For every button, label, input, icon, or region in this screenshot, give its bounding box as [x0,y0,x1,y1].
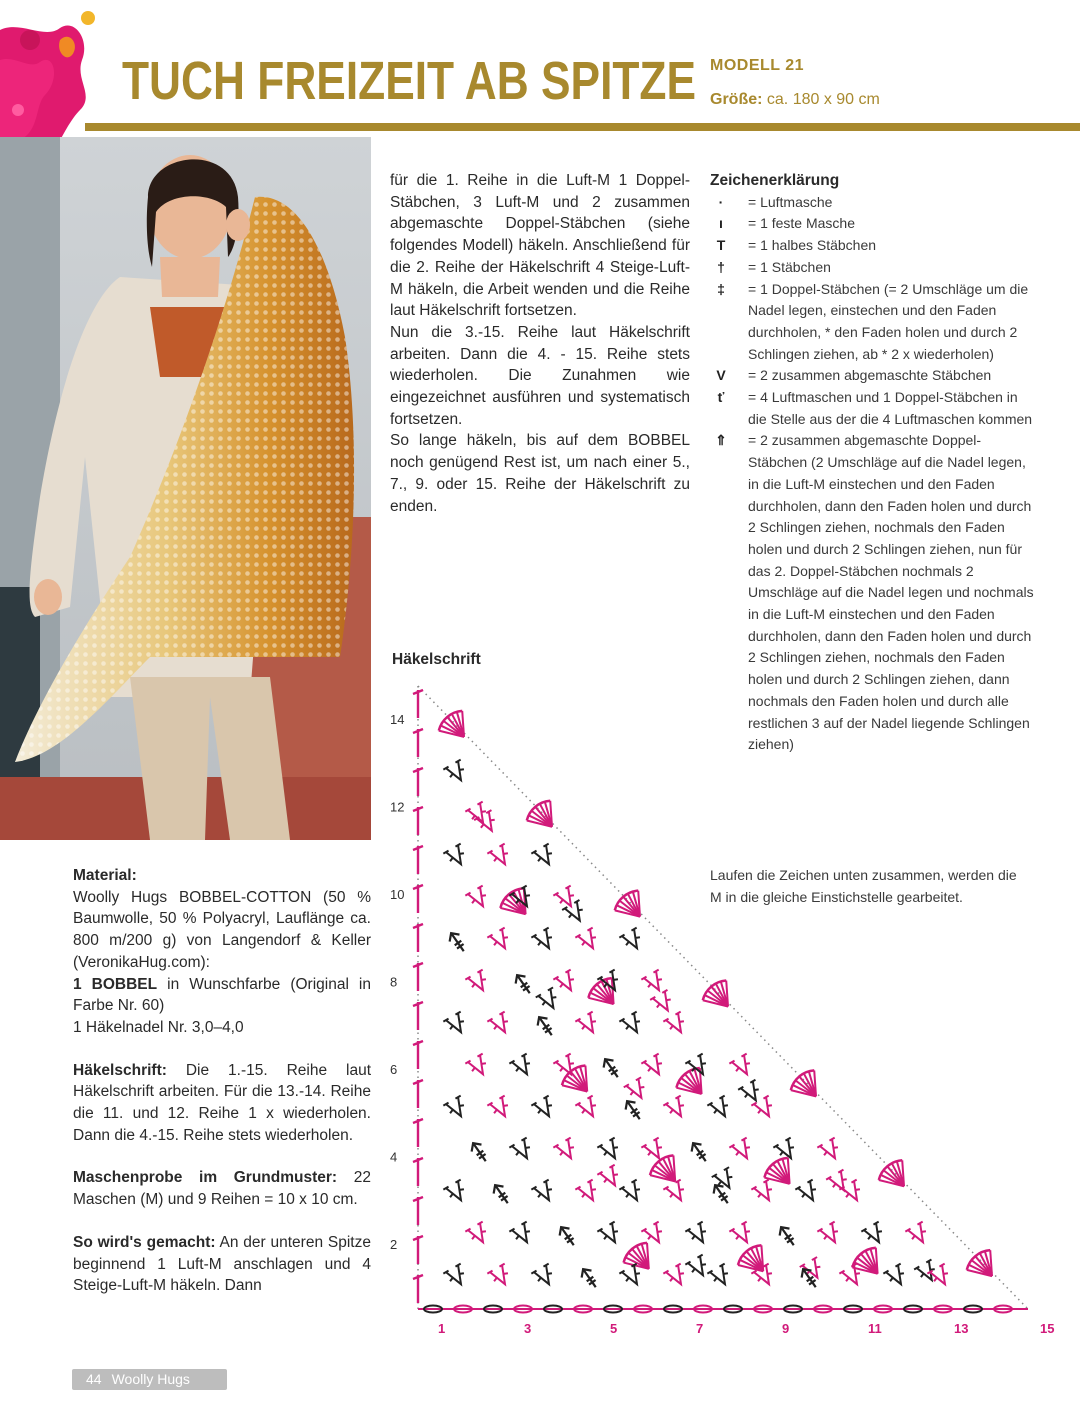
dc2tog-stitch-icon [685,1222,711,1248]
edge-treble-stitch [413,924,423,952]
column-label: 7 [696,1321,704,1336]
fan-stitch-icon [559,1062,599,1102]
legend-item [710,387,1040,430]
fan-stitch-icon [436,707,476,747]
legend-text: = 2 zusammen abgemaschte Doppel-Stäbchen (2 Umschläge auf die Nadel legen, in die Luft-M einstechen und den Faden durchholen, dann den Faden holen und durch 2 Schlingen ziehen, nochmals den Faden holen und durch 2 Schlingen ziehen, nun für das 2. Doppel-Stäbchen nochmals 2 Umschläge auf die Nadel legen und nochmals in die Luft-M einstechen und den Faden durchholen, dann den Faden holen und durch 2 Schlingen ziehen, nochmals den Faden holen und durch 2 Schlingen ziehen, dann nochmals den Faden holen und durch alle restlichen 3 auf der Nadel liegende Schlingen ziehen) [748,432,1034,753]
footer-brand: Woolly Hugs [111,1371,190,1387]
edge-treble-stitch [413,1080,423,1108]
dc2tog-stitch-icon [619,1180,645,1206]
legend-text: = 4 Luftmaschen und 1 Doppel-Stäbchen in die Stelle aus der die 4 Luftmaschen kommen [748,389,1033,427]
dc2tog-stitch-icon [729,1054,755,1080]
dc2tog-stitch-icon [738,1080,764,1106]
symbol-legend [710,170,1040,756]
dc2tog-stitch-icon [487,928,513,954]
chain-treble-icon: ť [717,389,725,406]
legend-item [710,279,1040,366]
diagram-note: Laufen die Zeichen unten zusammen, werden die M in die gleiche Einstichstelle gearbeitet. [710,867,1017,905]
page-number: 44 [86,1371,102,1387]
dc2tog-stitch-icon [663,1012,689,1038]
column-label: 1 [438,1321,446,1336]
half-double-crochet-icon: T [716,237,726,254]
dc2tog-stitch-icon [685,1054,711,1080]
legend-item [710,192,1040,214]
legend-item [710,213,1040,235]
dc2tog-stitch-icon [751,1180,777,1206]
material-bobbel: 1 BOBBEL [73,975,158,993]
tr2tog-stitch-icon [468,1140,490,1165]
row-label: 6 [390,1062,398,1077]
size-value: ca. 180 x 90 cm [762,91,880,108]
dc2tog-stitch-icon [443,1012,469,1038]
legend-text: = 1 feste Masche [748,215,856,232]
crochet-chart [378,676,1058,1348]
dc2tog-stitch-icon [487,844,513,870]
dc2tog-stitch-icon [474,810,500,836]
legend-text: = 1 Stäbchen [748,258,831,275]
maschenprobe-body: 22 Maschen (M) und 9 Reihen = 10 x 10 cm. [73,1169,371,1209]
edge-treble-stitch [413,729,423,757]
dc2tog-stitch-icon [531,844,557,870]
dc2tog-stitch-icon [619,928,645,954]
chain-stitch-icon: · [718,193,724,210]
edge-treble-stitch [413,1236,423,1264]
dc2tog-stitch-icon [443,844,469,870]
dc2tog-stitch-icon [663,1264,689,1290]
tr2tog-stitch-icon [490,1182,512,1207]
tr2tog-stitch-icon [688,1140,710,1165]
tr2tog-stitch-icon [776,1224,798,1249]
row-label: 4 [390,1149,398,1165]
instructions-paragraph: für die 1. Reihe in die Luft-M 1 Doppel-Stäbchen, 3 Luft-M und 2 zusammen abgemaschte Doppel-Stäbchen (siehe folgendes Modell) häkeln. Anschließend für die 2. Reihe der Häkelschrift 4 Steige-Luft-M häkeln, die Arbeit wenden und die Reihe laut Häkelschrift fortsetzen. [390,172,690,320]
dc2tog-stitch-icon [663,1180,689,1206]
edge-treble-stitch [413,768,423,796]
haekelschrift-heading: Häkelschrift: [73,1061,167,1079]
tr2tog-stitch-icon [622,1098,644,1123]
column-label: 11 [868,1321,882,1336]
single-crochet-icon: ı [719,215,723,232]
fan-stitch-icon [612,887,652,927]
edge-treble-stitch [413,1275,423,1303]
treble-crochet-icon: ‡ [717,280,725,297]
row-label: 8 [390,974,398,990]
dc2tog-stitch-icon [487,1012,513,1038]
column-label: 9 [782,1321,790,1336]
legend-text: = 1 Doppel-Stäbchen (= 2 Umschläge um die Nadel legen, einstechen und den Faden durchholen, * den Faden holen und durch 2 Schlingen ziehen, ab * 2 x wiederholen) [748,280,1029,362]
edge-treble-stitch [413,1119,423,1147]
edge-treble-stitch [413,963,423,991]
material-bobbel-rest: in Wunschfarbe (Original in Farbe Nr. 60) [73,975,371,1015]
dc2tog-stitch-icon [619,1012,645,1038]
material-column [73,865,371,1297]
page-title: TUCH FREIZEIT AB SPITZE [122,51,696,111]
dc2tog-stitch-icon [729,1138,755,1164]
dc2tog-stitch-icon [509,1222,535,1248]
page-footer [72,1369,227,1390]
legend-text: = 1 halbes Stäbchen [748,237,877,254]
row-label: 2 [390,1237,398,1252]
fan-stitch-icon [497,884,537,924]
dc2tog-stitch-icon [562,900,588,926]
dc2tog-stitch-icon [531,1096,557,1122]
dc2tog-icon: V [716,367,726,384]
dc2tog-stitch-icon [817,1222,843,1248]
diagram-title: Häkelschrift [392,651,481,668]
fan-stitch-icon [700,977,740,1017]
material-body: Woolly Hugs BOBBEL-COTTON (50 % Baumwolle, 50 % Polyacryl, Lauflänge ca. 800 m/200 g) von Langendorf & Keller (VeronikaHug.com): [73,888,371,971]
maschenprobe-heading: Maschenprobe im Grundmuster: [73,1169,338,1187]
legend-text: = 2 zusammen abgemaschte Stäbchen [748,367,992,384]
tr2tog-stitch-icon [446,930,468,955]
dc2tog-stitch-icon [597,1138,623,1164]
row-label: 12 [390,799,405,815]
model-number: MODELL 21 [710,57,804,74]
dc2tog-stitch-icon [861,1222,887,1248]
dc2tog-stitch-icon [641,1054,667,1080]
material-needle: 1 Häkelnadel Nr. 3,0–4,0 [73,1018,244,1036]
column-label: 3 [524,1321,532,1336]
edge-treble-stitch [413,690,423,718]
dc2tog-stitch-icon [487,1264,513,1290]
dc2tog-stitch-icon [575,1012,601,1038]
dc2tog-stitch-icon [795,1180,821,1206]
legend-item [710,235,1040,257]
model-photo [0,137,371,840]
header-rule [85,123,1080,131]
instructions-paragraph: Nun die 3.-15. Reihe laut Häkelschrift arbeiten. Dann die 4. - 15. Reihe stets wiederholen. Die Zunahmen wie eingezeichnet ausführen und systematisch fortsetzen. [390,323,690,428]
fan-stitch-icon [647,1152,687,1192]
dc2tog-stitch-icon [712,1167,738,1193]
dc2tog-stitch-icon [553,970,579,996]
tr2tog-stitch-icon [600,1056,622,1081]
dc2tog-stitch-icon [826,1170,852,1196]
dc2tog-stitch-icon [685,1255,711,1281]
edge-treble-stitch [413,846,423,874]
dc2tog-stitch-icon [509,1138,535,1164]
column-label: 5 [610,1321,618,1336]
tr2tog-icon: ⇑ [715,432,727,449]
sowird-body: An der unteren Spitze beginnend 1 Luft-M anschlagen und 4 Steige-Luft-M häkeln. Dann [73,1233,371,1295]
edge-treble-stitch [413,1041,423,1069]
legend-heading: Zeichenerklärung [710,172,840,189]
dc2tog-stitch-icon [531,1264,557,1290]
dc2tog-stitch-icon [509,1054,535,1080]
fan-stitch-icon [620,1239,660,1279]
dc2tog-stitch-icon [443,1096,469,1122]
dc2tog-stitch-icon [773,1138,799,1164]
dc2tog-stitch-icon [465,1222,491,1248]
instructions-paragraph: So lange häkeln, bis auf dem BOBBEL noch genügend Rest ist, um nach einer 5., 7., 9. oder 15. Reihe der Häkelschrift zu enden. [390,432,690,515]
dc2tog-stitch-icon [883,1264,909,1290]
dc2tog-stitch-icon [707,1096,733,1122]
dc2tog-stitch-icon [624,1077,650,1103]
dc2tog-stitch-icon [465,802,491,828]
dc2tog-stitch-icon [553,1138,579,1164]
edge-treble-stitch [413,1197,423,1225]
dc2tog-stitch-icon [465,1054,491,1080]
material-heading: Material: [73,867,137,884]
column-label: 13 [954,1321,969,1336]
dc2tog-stitch-icon [817,1138,843,1164]
dc2tog-stitch-icon [729,1222,755,1248]
edge-treble-stitch [413,1158,423,1186]
fan-stitch-icon [585,974,625,1014]
size-info [710,91,880,109]
instructions-column [390,170,690,517]
tr2tog-stitch-icon [534,1014,556,1039]
dc2tog-stitch-icon [663,1096,689,1122]
dc2tog-stitch-icon [531,1180,557,1206]
tr2tog-stitch-icon [556,1224,578,1249]
row-label: 10 [390,887,405,902]
fan-stitch-icon [788,1067,828,1107]
sowird-heading: So wird's gemacht: [73,1233,216,1251]
dc2tog-stitch-icon [465,886,491,912]
dc2tog-stitch-icon [443,1180,469,1206]
fan-stitch-icon [524,797,564,837]
dc2tog-stitch-icon [531,928,557,954]
legend-text: = Luftmasche [748,193,833,210]
dc2tog-stitch-icon [487,1096,513,1122]
dc2tog-stitch-icon [575,928,601,954]
tr2tog-stitch-icon [578,1266,600,1291]
dc2tog-stitch-icon [597,1165,623,1191]
dc2tog-stitch-icon [914,1259,940,1285]
fan-stitch-icon [964,1246,1004,1286]
dc2tog-stitch-icon [465,970,491,996]
row-label: 14 [390,712,405,727]
edge-treble-stitch [413,1002,423,1030]
fan-stitch-icon [735,1241,775,1281]
size-label: Größe: [710,91,763,108]
dc2tog-stitch-icon [575,1180,601,1206]
edge-treble-stitch [413,885,423,913]
dc2tog-stitch-icon [575,1096,601,1122]
legend-item [710,257,1040,279]
tr2tog-stitch-icon [512,972,534,997]
dc2tog-stitch-icon [905,1222,931,1248]
dc2tog-stitch-icon [536,987,562,1013]
legend-item [710,365,1040,387]
dc2tog-stitch-icon [443,1264,469,1290]
dc2tog-stitch-icon [597,1222,623,1248]
double-crochet-icon: † [717,258,725,275]
edge-treble-stitch [413,807,423,835]
dc2tog-stitch-icon [650,990,676,1016]
dc2tog-stitch-icon [443,760,469,786]
column-label: 15 [1040,1321,1055,1336]
dc2tog-stitch-icon [707,1264,733,1290]
fan-stitch-icon [876,1156,916,1196]
haekelschrift-body: Die 1.-15. Reihe laut Häkelschrift arbeiten. Für die 13.-14. Reihe die 11. und 12. Reihe 1 x wiederholen. Dann die 4.-15. Reihe stets wiederholen. [73,1061,371,1144]
